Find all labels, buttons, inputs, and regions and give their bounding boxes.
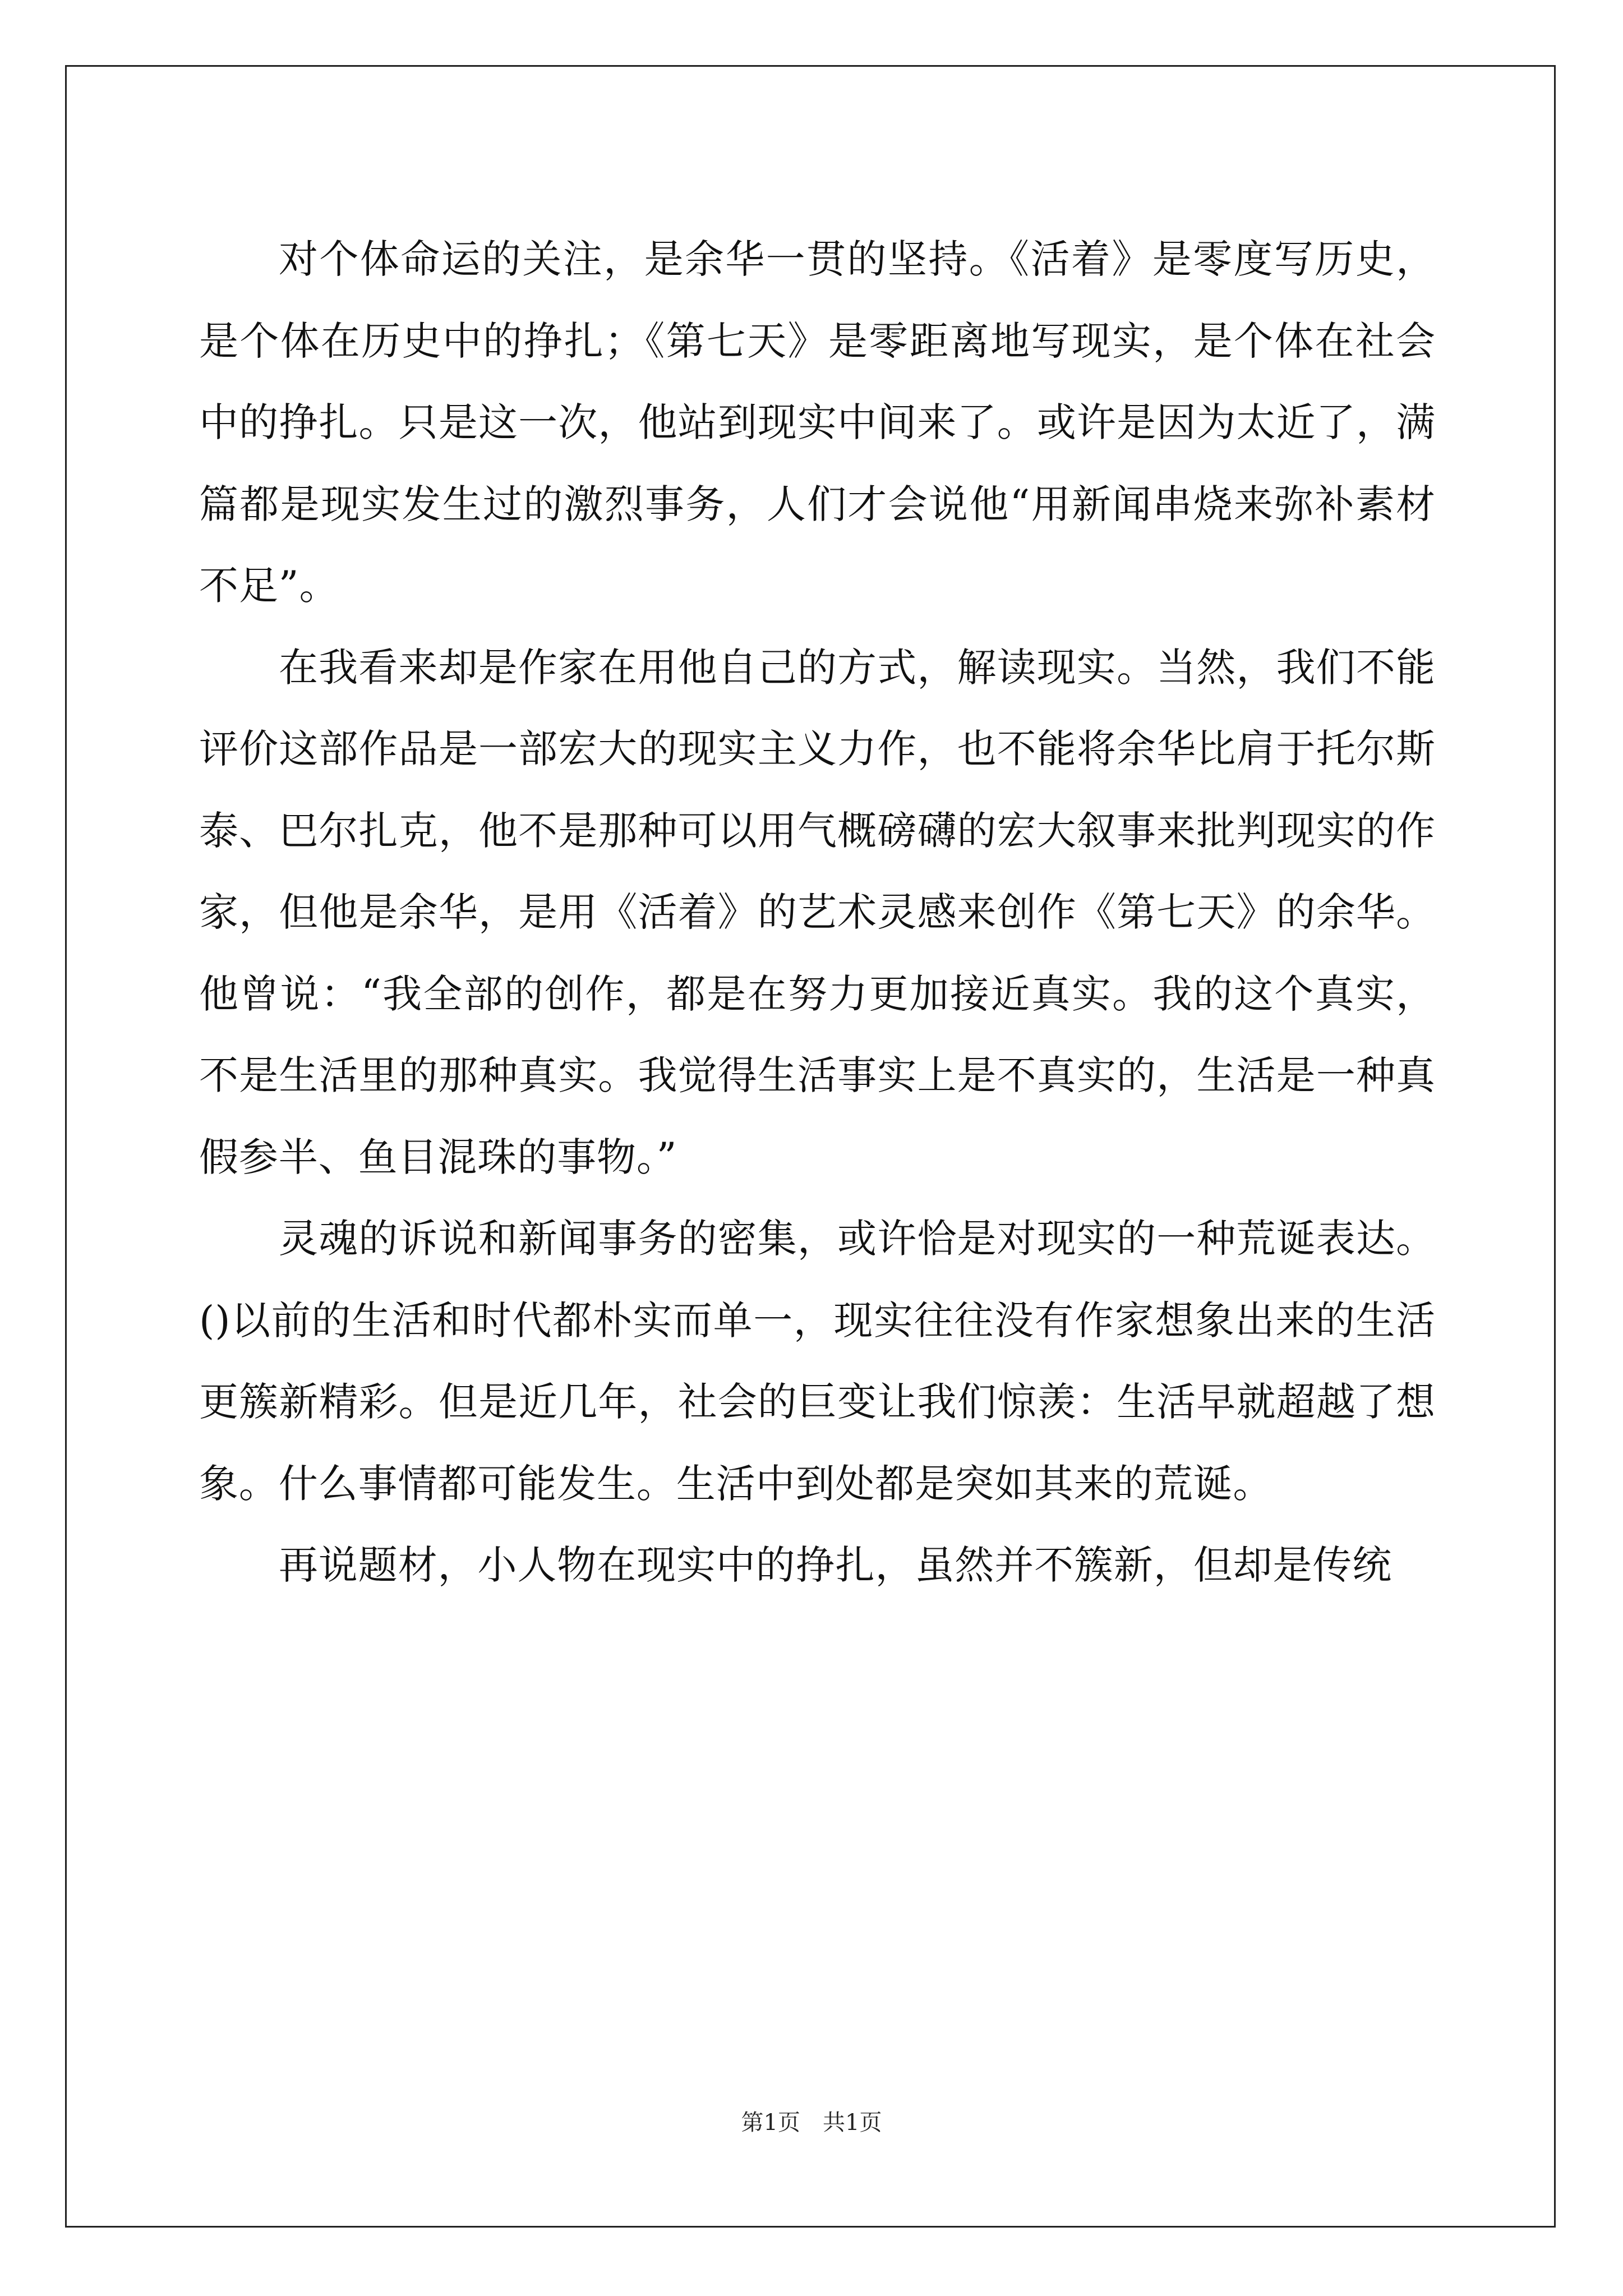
page-footer: 第1页 共1页 — [741, 2110, 882, 2136]
paragraph: 对个体命运的关注，是余华一贯的坚持。《活着》是零度写历史，是个体在历史中的挣扎；《第七天》是零距离地写现实，是个体在社会中的挣扎。只是这一次，他站到现实中间来了。或许是因为太近了，满篇都是现实发生过的激烈事务，人们才会说他“用新闻串烧来弥补素材不足”。 — [199, 236, 1436, 609]
body-text — [199, 219, 1436, 1607]
paragraph: 灵魂的诉说和新闻事务的密集，或许恰是对现实的一种荒诞表达。()以前的生活和时代都朴实而单一，现实往往没有作家想象出来的生活更簇新精彩。但是近几年，社会的巨变让我们惊羡：生活早就超越了想象。什么事情都可能发生。生活中到处都是突如其来的荒诞。 — [199, 1216, 1436, 1507]
paragraph: 再说题材，小人物在现实中的挣扎，虽然并不簇新，但却是传统 — [279, 1542, 1393, 1588]
paragraph: 在我看来却是作家在用他自己的方式，解读现实。当然，我们不能评价这部作品是一部宏大的现实主义力作，也不能将余华比肩于托尔斯泰、巴尔扎克，他不是那种可以用气概磅礴的宏大叙事来批判现实的作家，但他是余华，是用《活着》的艺术灵感来创作《第七天》的余华。他曾说：“我全部的创作，都是在努力更加接近真实。我的这个真实，不是生活里的那种真实。我觉得生活事实上是不真实的，生活是一种真假参半、鱼目混珠的事物。” — [199, 644, 1436, 1180]
